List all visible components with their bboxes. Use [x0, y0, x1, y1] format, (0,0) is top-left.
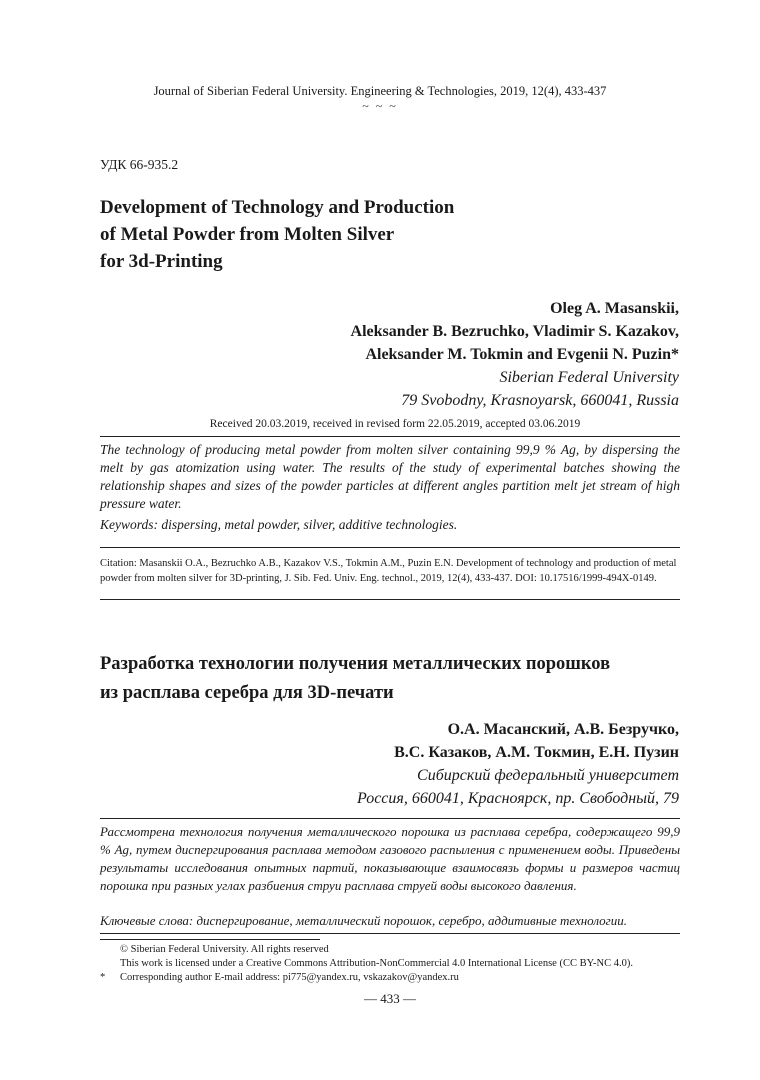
title-line-2: of Metal Powder from Molten Silver [100, 224, 395, 245]
abstract: The technology of producing metal powder from molten silver containing 99,9 % Ag, by dispersing the melt by gas atomization using water. The results of the study of experimental batches showing the relationship shapes and sizes of the powder particles at different angles partition melt jet stream of high pressure water. [100, 442, 680, 511]
author-block [351, 297, 679, 412]
russian-title-line-2: из расплава серебра для 3D-печати [100, 683, 394, 703]
russian-abstract-top-rule [100, 818, 680, 819]
russian-author-line-1: О.А. Масанский, А.В. Безручко, [447, 721, 679, 738]
russian-author-block [357, 718, 679, 810]
udk-code: УДК 66-935.2 [100, 157, 179, 172]
footnote-asterisk: * [100, 972, 106, 983]
article-title [100, 194, 454, 275]
header-ornament: ~ ~ ~ [362, 99, 398, 113]
corresponding-author-text: Corresponding author E-mail address: pi775@yandex.ru, vskazakov@yandex.ru [120, 972, 459, 983]
author-line-3: Aleksander M. Tokmin and Evgenii N. Puzin* [365, 346, 679, 363]
russian-title-line-1: Разработка технологии получения металлических порошков [100, 654, 611, 674]
russian-title [100, 650, 610, 708]
russian-keywords-bottom-rule [100, 933, 680, 934]
title-line-3: for 3d-Printing [100, 251, 223, 272]
author-line-1: Oleg A. Masanskii, [550, 300, 679, 317]
russian-affiliation: Сибирский федеральный университет [417, 767, 679, 784]
affiliation: Siberian Federal University [499, 369, 679, 386]
russian-keywords: Ключевые слова: диспергирование, металлический порошок, серебро, аддитивные технологии. [100, 913, 627, 928]
citation: Citation: Masanskii O.A., Bezruchko A.B., Kazakov V.S., Tokmin A.M., Puzin E.N. Development of technology and production of metal powder from molten silver for 3D-printing, J. Sib. Fed. Univ. Eng. technol., 2019, 12(4), 433-437. DOI: 10.17516/1999-494X-0149. [100, 558, 677, 584]
russian-author-line-2: В.С. Казаков, А.М. Токмин, Е.Н. Пузин [394, 744, 679, 761]
author-line-2: Aleksander B. Bezruchko, Vladimir S. Kazakov, [350, 323, 679, 340]
address: 79 Svobodny, Krasnoyarsk, 660041, Russia [401, 392, 679, 409]
license-text: This work is licensed under a Creative Commons Attribution-NonCommercial 4.0 International License (CC BY-NC 4.0). [120, 958, 633, 969]
page-number: — 433 — [364, 991, 416, 1006]
abstract-top-rule [100, 436, 680, 437]
footnote-license [100, 957, 700, 971]
citation-top-rule [100, 547, 680, 548]
copyright-text: © Siberian Federal University. All rights reserved [120, 944, 329, 955]
journal-header: Journal of Siberian Federal University. Engineering & Technologies, 2019, 12(4), 433-437 [153, 84, 607, 98]
footnote-rule [100, 939, 320, 940]
russian-abstract: Рассмотрена технология получения металлического порошка из расплава серебра, содержащего 99,9 % Ag, путем диспергирования расплава методом газового распыления с применением воды. Приведены результаты исследования опытных партий, показывающие взаимосвязь формы и размеров частиц порошка при разных углах разбиения струи расплава струей воды высокого давления. [100, 824, 680, 893]
received-dates: Received 20.03.2019, received in revised form 22.05.2019, accepted 03.06.2019 [209, 418, 581, 430]
citation-bottom-rule [100, 599, 680, 600]
russian-address: Россия, 660041, Красноярск, пр. Свободный, 79 [357, 790, 679, 807]
footnote-copyright [100, 943, 700, 957]
title-line-1: Development of Technology and Production [100, 197, 455, 218]
footnote-corresponding [100, 971, 700, 985]
keywords: Keywords: dispersing, metal powder, silver, additive technologies. [100, 517, 458, 532]
